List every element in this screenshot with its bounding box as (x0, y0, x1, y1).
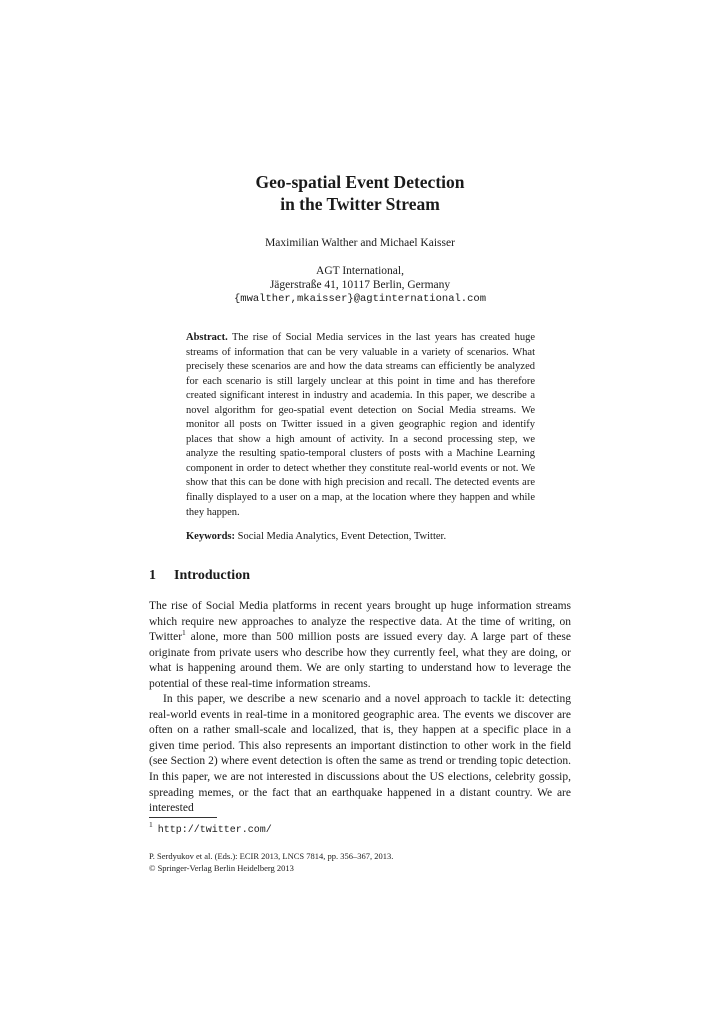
author-names: Maximilian Walther and Michael Kaisser (265, 237, 455, 249)
abstract-text: The rise of Social Media services in the last years has created huge streams of information that can be very valuable in a variety of scenarios. What precisely these scenarios are and how the data streams can efficiently be analyzed for each scenario is still largely unclear at this point in time and has therefore created significant interest in industry and academia. In this paper, we describe a novel algorithm for geo-spatial event detection on Social Media streams. We monitor all posts on Twitter issued in a given geographic region and identify places that show a high amount of activity. In a second processing step, we analyze the resulting spatio-temporal clusters of posts with a Machine Learning component in order to detect whether they constitute real-world events or not. We show that this can be done with high precision and recall. The detected events are finally displayed to a user on a map, at the location where they happen and while they happen. (186, 332, 536, 518)
section-title: Introduction (174, 568, 250, 583)
section-heading (149, 567, 250, 585)
paragraph-1-part-b: alone, more than 500 million posts are issued every day. A large part of these originate from private users who describe how they currently feel, what they are doing, or what is happening around them. We are only starting to understand how to leverage the potential of these real-time information streams. (149, 631, 571, 690)
footnote-divider (149, 817, 217, 818)
footnote-url[interactable]: http://twitter.com/ (157, 825, 272, 836)
paragraph-1 (149, 599, 571, 692)
keywords-label: Keywords: (186, 531, 235, 542)
paper-title-line-2: in the Twitter Stream (280, 194, 440, 214)
abstract (186, 331, 535, 520)
section-number: 1 (149, 568, 156, 583)
keywords-text: Social Media Analytics, Event Detection, Twitter. (237, 531, 447, 542)
email: {mwalther,mkaisser}@agtinternational.com (233, 293, 487, 305)
copyright-line: © Springer-Verlag Berlin Heidelberg 2013 (149, 862, 294, 873)
paragraph-2: In this paper, we describe a new scenario and a novel approach to tackle it: detecting real-world events in real-time in a monitored geographic area. The events we discover are often on a rather small-scale and localized, that is, they happen at a specific place in a given time period. This also represents an important distinction to other work in the field (see Section 2) where event detection is often the same as trend or trending topic detection. In this paper, we are not interested in discussions about the US elections, celebrity gossip, spreading memes, or the fact that an earthquake happened in a distant country. We are interested (149, 693, 571, 815)
footnote-reference: 1 (182, 628, 186, 638)
publication-info (149, 851, 393, 874)
abstract-label: Abstract. (186, 332, 228, 343)
footnote-mark: 1 (149, 820, 153, 829)
paper-title-line-1: Geo-spatial Event Detection (255, 172, 465, 192)
introduction-body (149, 599, 571, 817)
address: Jägerstraße 41, 10117 Berlin, Germany (269, 279, 451, 291)
keywords (186, 530, 535, 544)
publication-line-1: P. Serdyukov et al. (Eds.): ECIR 2013, LNCS 7814, pp. 356–367, 2013. (149, 851, 394, 861)
affiliation: AGT International, (316, 265, 404, 277)
footnote (149, 820, 272, 838)
paragraph-1-part-a: The rise of Social Media platforms in recent years brought up huge information streams which require new approaches to analyze the respective data. At the time of writing, on Twitter (149, 600, 571, 644)
